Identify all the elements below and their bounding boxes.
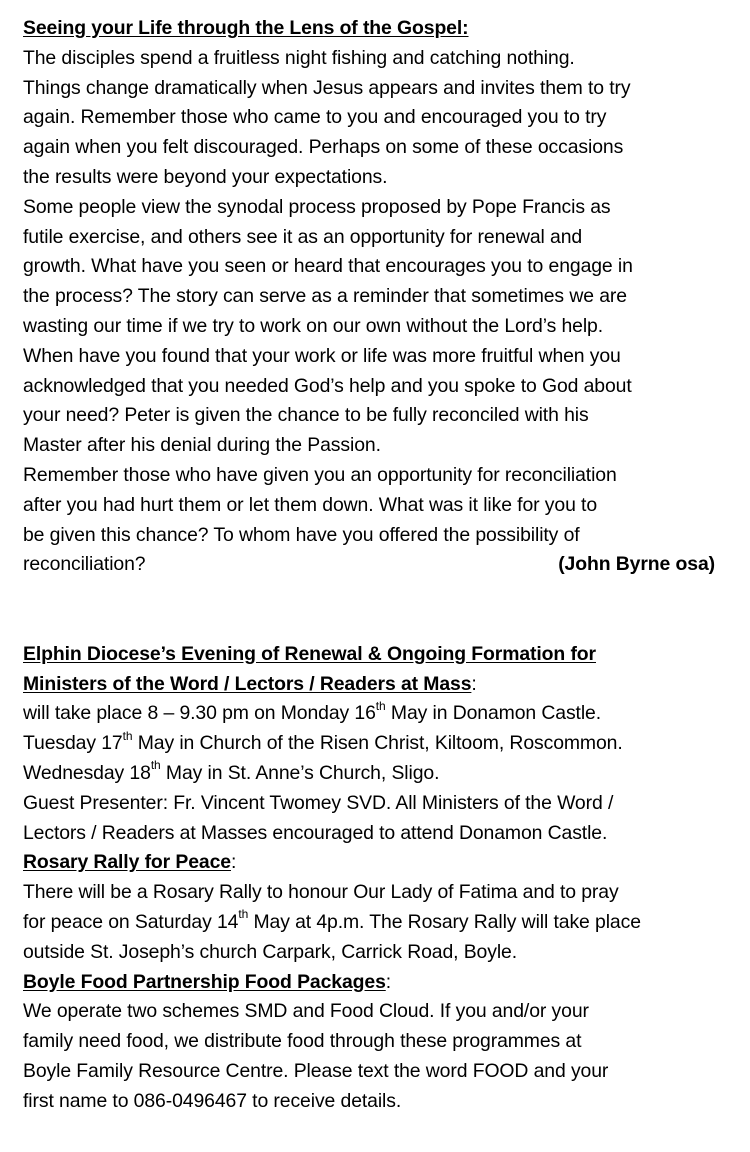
renewal-heading-colon: : xyxy=(471,672,477,695)
renewal-line-attend: Lectors / Readers at Masses encouraged to attend Donamon Castle. xyxy=(23,821,608,844)
renewal-text: May in Donamon Castle. xyxy=(385,702,602,725)
gospel-last-line xyxy=(23,550,715,580)
gospel-line: after you had hurt them or let them down. What was it like for you to xyxy=(23,493,598,516)
renewal-line-tuesday xyxy=(23,729,738,759)
rosary-heading: Rosary Rally for Peace xyxy=(23,851,231,874)
gospel-body xyxy=(23,44,738,580)
gospel-line: futile exercise, and others see it as an opportunity for renewal and xyxy=(23,225,583,248)
gospel-line: again when you felt discouraged. Perhaps on some of these occasions xyxy=(23,136,624,159)
gospel-line: again. Remember those who came to you and encouraged you to try xyxy=(23,106,607,129)
food-line: We operate two schemes SMD and Food Cloud. If you and/or your xyxy=(23,1000,589,1023)
section-spacer xyxy=(23,580,738,640)
food-line: family need food, we distribute food through these programmes at xyxy=(23,1030,582,1053)
food-line: Boyle Family Resource Centre. Please text the word FOOD and your xyxy=(23,1059,609,1082)
gospel-line: your need? Peter is given the chance to be fully reconciled with his xyxy=(23,404,589,427)
gospel-last-text: reconciliation? xyxy=(23,553,146,576)
food-line: first name to 086-0496467 to receive details. xyxy=(23,1089,402,1112)
gospel-heading: Seeing your Life through the Lens of the Gospel: xyxy=(23,17,469,39)
rosary-heading-line xyxy=(23,848,738,878)
gospel-line: Some people view the synodal process proposed by Pope Francis as xyxy=(23,195,611,218)
attribution: (John Byrne osa) xyxy=(558,553,715,576)
renewal-heading-text: Ministers of the Word / Lectors / Readers at Mass xyxy=(23,672,472,695)
ordinal-suffix: th xyxy=(238,907,249,922)
rosary-text: May at 4p.m. The Rosary Rally will take place xyxy=(248,910,641,933)
gospel-line: the results were beyond your expectations. xyxy=(23,165,388,188)
gospel-line: Master after his denial during the Passion. xyxy=(23,434,381,457)
food-heading: Boyle Food Partnership Food Packages xyxy=(23,970,386,993)
renewal-text: will take place 8 – 9.30 pm on Monday 16 xyxy=(23,702,376,725)
renewal-text: May in St. Anne’s Church, Sligo. xyxy=(160,761,440,784)
renewal-text: May in Church of the Risen Christ, Kiltoom, Roscommon. xyxy=(132,732,623,755)
rosary-line: outside St. Joseph’s church Carpark, Carrick Road, Boyle. xyxy=(23,940,518,963)
renewal-line-monday xyxy=(23,699,738,729)
rosary-text: for peace on Saturday 14 xyxy=(23,910,239,933)
renewal-line-presenter: Guest Presenter: Fr. Vincent Twomey SVD. All Ministers of the Word / xyxy=(23,791,614,814)
rosary-line-date xyxy=(23,908,738,938)
rosary-heading-colon: : xyxy=(230,851,237,874)
gospel-line: Things change dramatically when Jesus appears and invites them to try xyxy=(23,76,631,99)
gospel-line: growth. What have you seen or heard that encourages you to engage in xyxy=(23,255,633,278)
gospel-line: The disciples spend a fruitless night fishing and catching nothing. xyxy=(23,46,575,69)
renewal-text: Tuesday 17 xyxy=(23,732,123,755)
gospel-line: acknowledged that you needed God’s help and you spoke to God about xyxy=(23,374,632,397)
food-heading-colon: : xyxy=(385,970,392,993)
food-heading-line xyxy=(23,968,738,998)
renewal-heading-line2 xyxy=(23,670,738,700)
renewal-heading-line1: Elphin Diocese’s Evening of Renewal & Ongoing Formation for xyxy=(23,642,596,665)
renewal-text: Wednesday 18 xyxy=(23,761,151,784)
renewal-line-wednesday xyxy=(23,759,738,789)
gospel-line: When have you found that your work or life was more fruitful when you xyxy=(23,344,621,367)
ordinal-suffix: th xyxy=(150,758,161,773)
ordinal-suffix: th xyxy=(122,728,133,743)
gospel-line: Remember those who have given you an opportunity for reconciliation xyxy=(23,463,617,486)
newsletter-page xyxy=(23,14,738,1116)
gospel-line: be given this chance? To whom have you offered the possibility of xyxy=(23,523,580,546)
gospel-line: the process? The story can serve as a reminder that sometimes we are xyxy=(23,285,627,308)
gospel-line: wasting our time if we try to work on our own without the Lord’s help. xyxy=(23,314,604,337)
ordinal-suffix: th xyxy=(375,698,386,713)
rosary-line: There will be a Rosary Rally to honour Our Lady of Fatima and to pray xyxy=(23,881,619,904)
